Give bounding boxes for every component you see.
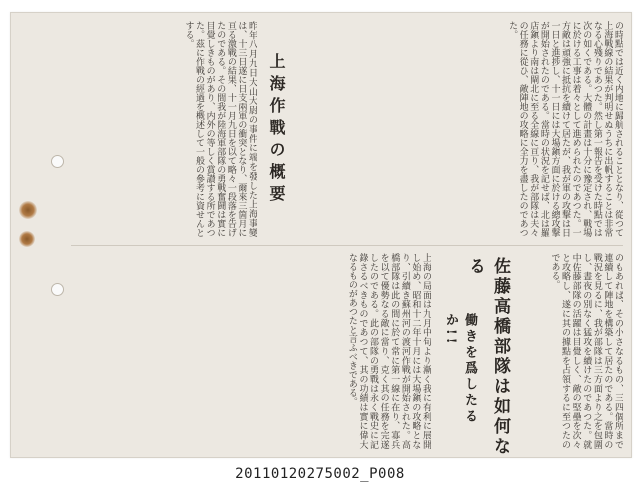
document-page <box>10 12 632 458</box>
bottom-right-body-text: のもあれば、その小さなるもの、三四個所まで連續して陣地を構築して居たのである。當時の戰況を見るに、我が部隊は三方面より之を包圍し、晝夜の別なく猛攻を續けたのであつた。就中佐藤部隊の活躍は目覺しく、敵の堅壘を次々と攻略し、遂に其の據點を占領するに至つたのである。 <box>549 253 623 449</box>
burn-mark-upper <box>19 201 37 219</box>
burn-mark-lower <box>19 231 35 247</box>
bottom-section-heading: 佐藤高橋部隊は如何なる <box>465 257 510 457</box>
section-divider <box>71 245 623 246</box>
bottom-left-body-text: 上海の局面は九月中旬より漸く我に有利に展開し始め、昭和十二年十月には大場鎭の攻略となり、引續き蘇州河の渡河作戰が開始された。高橋部隊は此の間に於て常に第一線に在り、寡兵を以て優勢なる敵に當り、克く其の任務を完遂したのである。此の部隊の勇戰は永く戰史に記錄さるべきものであつて、其の功績は實に偉大なるものがあつたと言ふべきである。 <box>346 253 431 449</box>
bottom-section-subheading: 働きを爲したるか!! <box>443 313 477 425</box>
catalog-number-caption: 20110120275002_P008 <box>235 466 405 482</box>
punch-hole-top <box>51 155 64 168</box>
top-section-heading: 上海作戰の概要 <box>267 53 286 207</box>
punch-hole-bottom <box>51 283 64 296</box>
top-left-body-text: 昨年八月九日大山大尉の事件に端を發した上海事變は、十三日遂に日支兩軍の衝突となり、爾來三箇月に亘る激戰の結果、十一月九日を以て略々一段落を告げたのである。その間我が陸海軍部隊の勇戰奮鬪は實に目覺しきものがあり、内外の等しく賞讃する所であつた。茲に作戰の經過を概述して一般の參考に資せんとする。 <box>183 21 257 237</box>
top-right-body-text: の時點では近く内地に歸航されることとなり、從つて上海戰線の結果が判明せぬうちに出帆することは非常なる心殘りであつた。然し第一報告を受けた時點では次の如くである。大體の計畫は十分に豫定され、戰場に於ける工事は着々として進められたのであつた。一方敵は頑強に抵抗を續けて居たが、我が軍の攻撃は日一日と進捗し、十一日には大場鎭方面に於ける總攻撃が開始されたのである。當時の状況を記せば、北は羅店鎭より南は閘北に至る全線に亘り、我が部隊は夫々の任務に從ひ、敵陣地の攻略に全力を盡したのであつた。 <box>507 21 623 237</box>
